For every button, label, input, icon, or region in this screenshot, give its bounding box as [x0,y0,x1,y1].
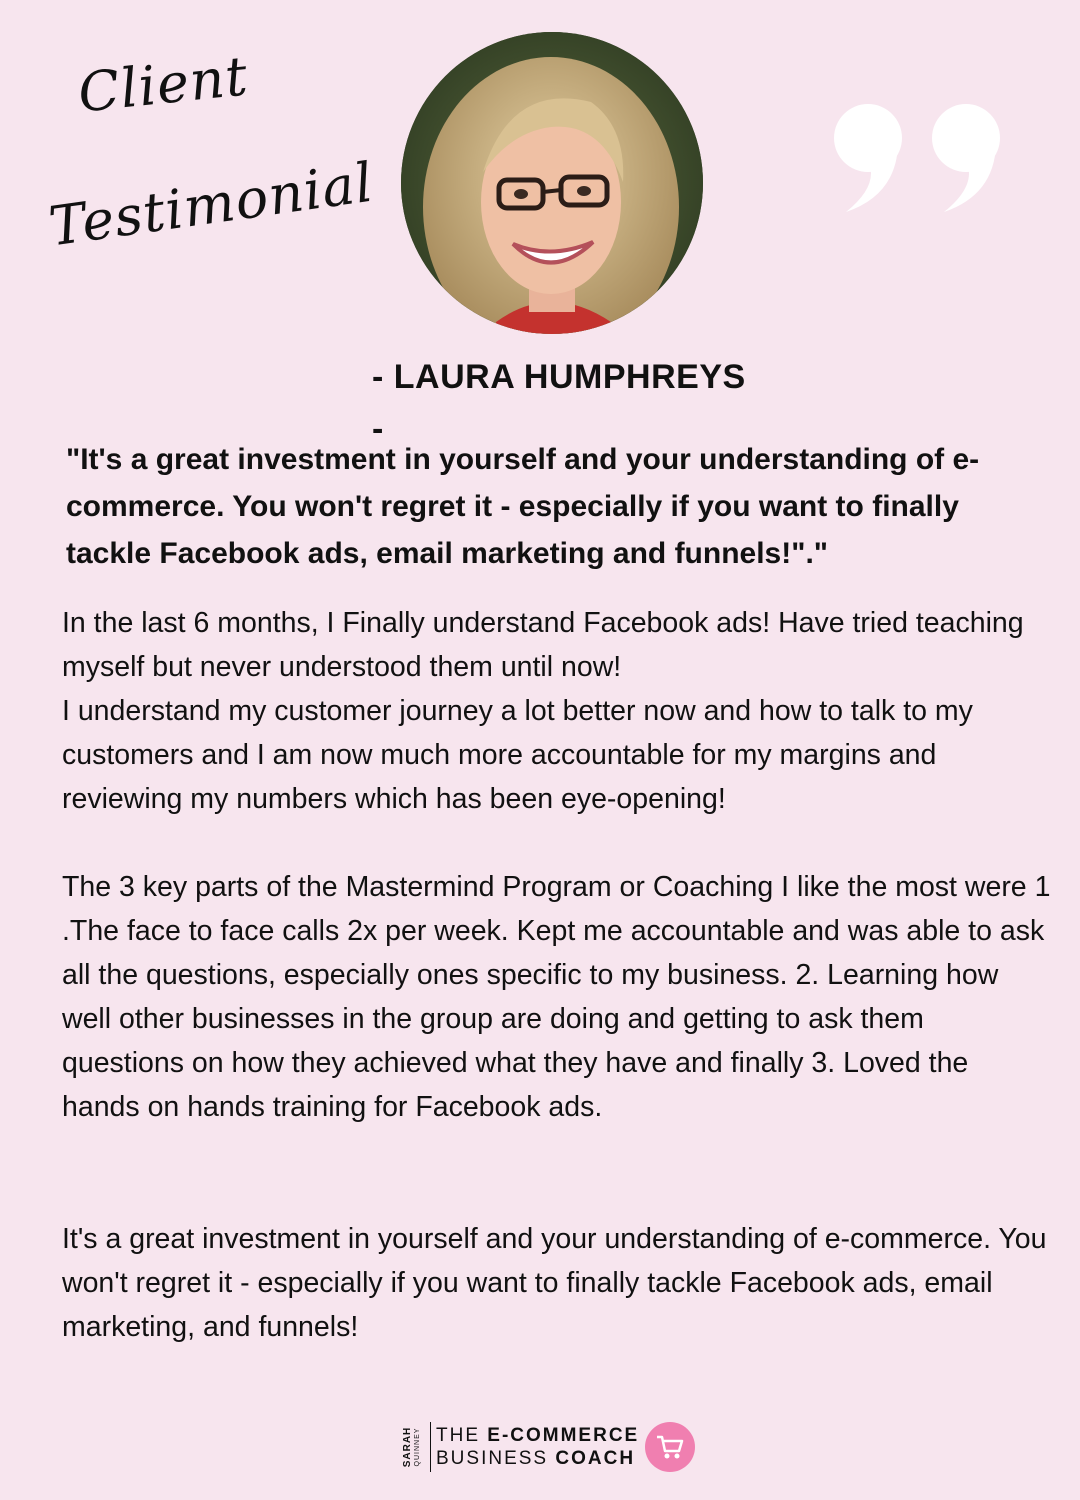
logo-wordmark [436,1424,639,1470]
shopping-cart-icon [645,1422,695,1472]
logo-line-1-bold: E-COMMERCE [487,1425,640,1446]
logo-line-1-light: THE [436,1425,488,1446]
testimonial-paragraph-1: In the last 6 months, I Finally understand Facebook ads! Have tried teaching myself but never understood them until now! I understand my customer journey a lot better now and how to talk to my customers and I am now much more accountable for my margins and reviewing my numbers which has been eye-opening! [62,607,1024,815]
logo-divider [430,1422,431,1472]
author-name: - LAURA HUMPHREYS [372,358,746,396]
logo-first-name: SARAH [401,1426,413,1468]
logo-line-1 [436,1424,639,1447]
brand-logo [398,1419,695,1475]
client-photo [401,32,703,334]
closing-quote-icon [828,100,1008,220]
client-portrait-illustration [401,32,703,334]
logo-personal-name [402,1419,422,1475]
pull-quote: "It's a great investment in yourself and your understanding of e-commerce. You won't regret it - especially if you want to finally tackle Facebook ads, email marketing and funnels!"." [66,443,980,570]
testimonial-script-heading: Testimonial [45,150,378,259]
testimonial-paragraph-2: The 3 key parts of the Mastermind Program or Coaching I like the most were 1 .The face to face calls 2x per week. Kept me accountable and was able to ask all the questions, especially ones specific to my business. 2. Learning how well other businesses in the group are doing and getting to ask them questions on how they achieved what they have and finally 3. Loved the hands on hands training for Facebook ads. [62,871,1051,1123]
logo-last-name: QUINNEY [413,1427,421,1467]
logo-line-2-light: BUSINESS [436,1448,556,1469]
client-script-heading: Client [75,44,252,125]
author-trailing-dash: - [372,410,384,448]
testimonial-paragraph-3: It's a great investment in yourself and your understanding of e-commerce. You won't regret it - especially if you want to finally tackle Facebook ads, email marketing, and funnels! [62,1223,1047,1343]
logo-line-2-bold: COACH [555,1448,636,1469]
logo-line-2 [436,1447,639,1470]
